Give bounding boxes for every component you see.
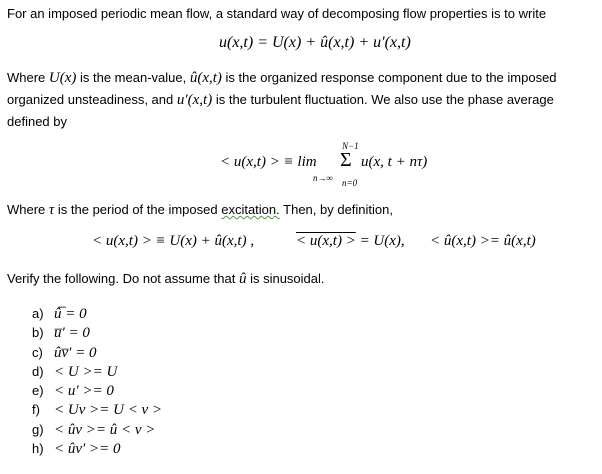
phase-average-of-organized: < û(x,t) >= û(x,t) xyxy=(430,233,536,249)
phase-average-rhs: u(x, t + nτ) xyxy=(361,154,428,170)
identity-list xyxy=(32,304,162,458)
uhat-symbol: û xyxy=(238,271,247,287)
list-item: f) < Uv >= U < v > xyxy=(32,402,163,419)
mean-symbol: U(x) xyxy=(48,70,77,86)
time-average-of-phase-average: < u(x,t) > = U(x), xyxy=(296,233,405,249)
definition-paragraph: Where U(x) is the mean-value, û(x,t) is the organized response component due to the imposed organized unsteadiness, and u′(x,t) is the turbulent fluctuation. We also use the phase average defined by xyxy=(7,70,557,129)
list-item: g) < ûv >= û < v > xyxy=(32,421,156,438)
list-item: c) ûv̅′ = 0 xyxy=(32,344,97,361)
tau-symbol: τ xyxy=(48,202,55,218)
list-item: h) < ûv′ >= 0 xyxy=(32,441,121,458)
list-item: b) u̅′ = 0 xyxy=(32,325,90,342)
organized-symbol: û(x,t) xyxy=(189,70,222,86)
phase-average-definition: < u(x,t) > ≡ U(x) + û(x,t) , xyxy=(92,233,255,249)
list-item: d) < U >= U xyxy=(32,363,118,380)
verify-paragraph: Verify the following. Do not assume that û is sinusoidal. xyxy=(7,271,325,287)
sum-upper-limit: N−1 xyxy=(342,141,359,151)
sum-symbol: Σ xyxy=(340,149,352,171)
list-item: a) û̅ = 0 xyxy=(32,306,87,322)
intro-text: For an imposed periodic mean flow, a standard way of decomposing flow properties is to write xyxy=(7,6,547,21)
spellcheck-word: excitation. xyxy=(221,202,280,217)
phase-average-lhs: < u(x,t) > ≡ lim xyxy=(220,154,317,170)
sum-lower-limit: n=0 xyxy=(342,178,358,188)
decomposition-equation: u(x,t) = U(x) + û(x,t) + u′(x,t) xyxy=(219,34,411,51)
period-paragraph: Where τ is the period of the imposed excitation. Then, by definition, xyxy=(7,202,393,218)
limit-subscript: n→∞ xyxy=(313,173,333,183)
fluctuation-symbol: u′(x,t) xyxy=(176,92,213,108)
list-item: e) < u′ >= 0 xyxy=(32,383,114,400)
